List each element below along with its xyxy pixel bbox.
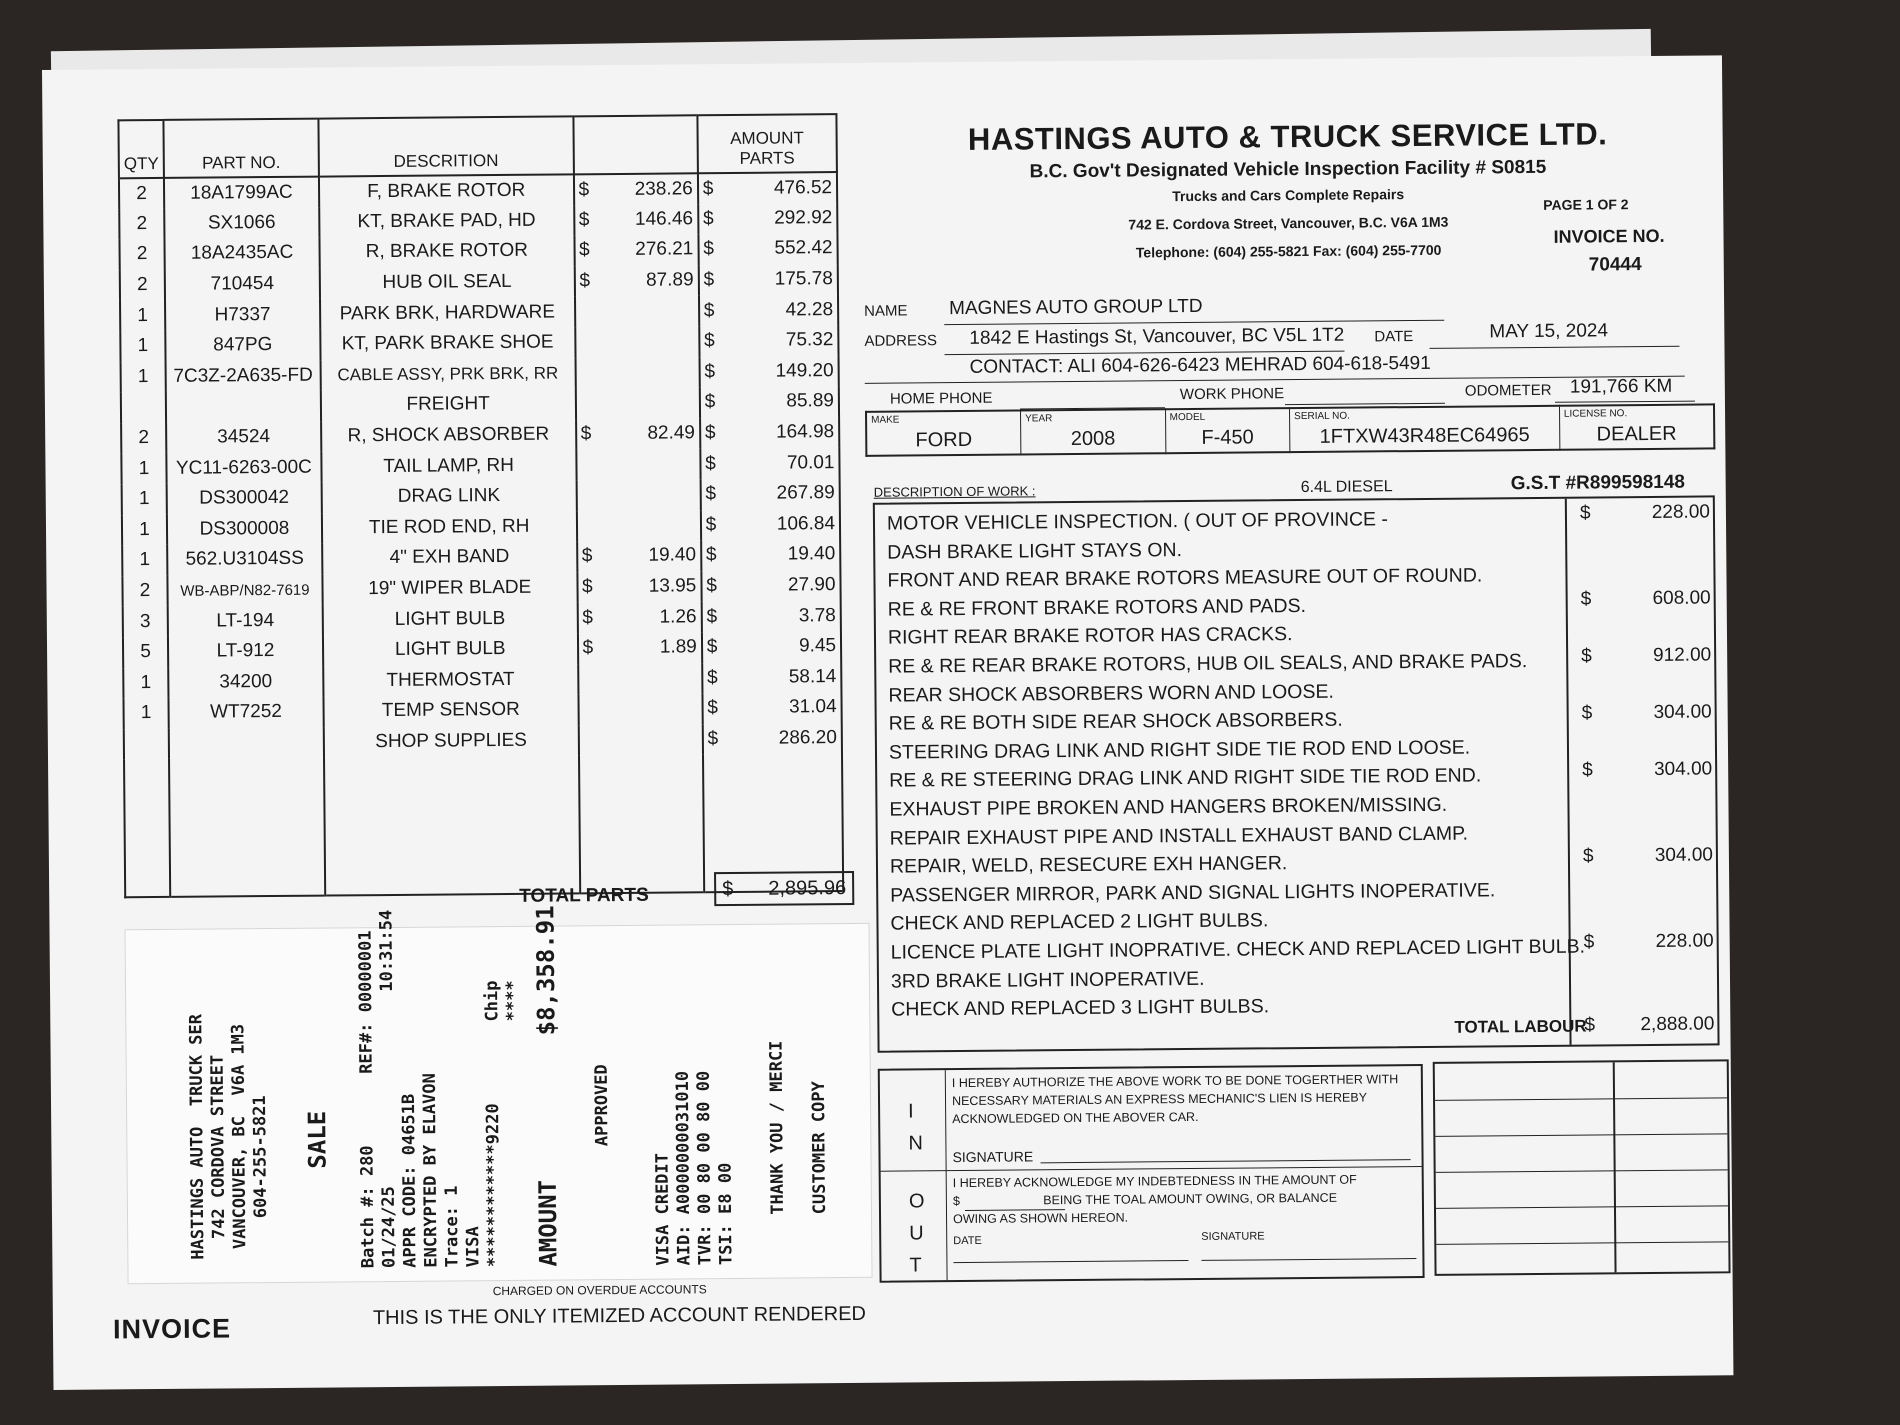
parts-amount-value: 106.84 bbox=[776, 512, 836, 535]
parts-unit-price-value: 13.95 bbox=[648, 575, 697, 597]
parts-amount-value: 292.92 bbox=[774, 206, 833, 229]
vehicle-model: F-450 bbox=[1201, 426, 1254, 449]
vehicle-make-cell bbox=[866, 410, 1021, 455]
parts-part-number: LT-912 bbox=[168, 635, 323, 667]
parts-description: 19" WIPER BLADE bbox=[322, 572, 577, 605]
parts-unit-price-value: 19.40 bbox=[648, 544, 697, 567]
work-phone-line bbox=[1285, 403, 1445, 405]
grid-line-2 bbox=[1435, 1133, 1727, 1137]
signature2-label: SIGNATURE bbox=[1201, 1230, 1265, 1243]
parts-part-number: 18A2435AC bbox=[164, 238, 319, 270]
parts-description: THERMOSTAT bbox=[323, 664, 578, 697]
parts-unit-price bbox=[578, 724, 702, 756]
receipt-transaction: Batch #: 280 REF#: 00000001 01/24/25 10:31:54 APPR CODE: 04651B ENCRYPTED BY ELAVON Trace: 1 VISA ************9220 Chip **** bbox=[355, 909, 526, 1269]
parts-unit-price-value: 87.89 bbox=[645, 269, 694, 291]
parts-description: CABLE ASSY, PRK BRK, RR bbox=[320, 358, 575, 391]
parts-unit-price bbox=[573, 173, 697, 205]
parts-part-number: 562.U3104SS bbox=[167, 544, 322, 576]
total-labour-amount bbox=[1584, 1013, 1714, 1036]
parts-amount bbox=[699, 325, 839, 357]
parts-part-number: WB-ABP/N82-7619 bbox=[167, 574, 322, 606]
parts-amount bbox=[702, 692, 842, 724]
labour-price bbox=[1582, 759, 1712, 782]
parts-qty: 1 bbox=[122, 484, 167, 515]
parts-description: KT, BRAKE PAD, HD bbox=[319, 205, 574, 238]
odometer-label: ODOMETER bbox=[1464, 381, 1552, 400]
parts-description: R, BRAKE ROTOR bbox=[319, 236, 574, 269]
parts-description: PARK BRK, HARDWARE bbox=[320, 297, 575, 330]
signature-label: SIGNATURE bbox=[952, 1148, 1034, 1166]
parts-amount-value: 175.78 bbox=[774, 268, 833, 290]
payment-receipt bbox=[125, 905, 873, 1284]
parts-description: TAIL LAMP, RH bbox=[321, 450, 576, 483]
parts-unit-price bbox=[578, 693, 702, 725]
parts-description: LIGHT BULB bbox=[323, 633, 578, 666]
receipt-thank-you: THANK YOU / MERCI CUSTOMER COPY bbox=[766, 1040, 831, 1215]
labour-price-value: 304.00 bbox=[1653, 758, 1713, 781]
labour-price-value: 228.00 bbox=[1651, 501, 1711, 523]
work-line: CHECK AND REPLACED 2 LIGHT BULBS. bbox=[890, 909, 1269, 936]
vehicle-year-cell bbox=[1021, 409, 1166, 454]
labour-price bbox=[1584, 930, 1714, 953]
parts-amount-value: 149.20 bbox=[775, 359, 834, 382]
work-line: EXHAUST PIPE BROKEN AND HANGERS BROKEN/MISSING. bbox=[889, 793, 1448, 821]
address-label: ADDRESS bbox=[864, 332, 938, 350]
empty-cell bbox=[169, 758, 325, 897]
vehicle-license: DEALER bbox=[1596, 422, 1677, 446]
currency-sign: $ bbox=[579, 270, 591, 292]
odometer-line bbox=[1555, 401, 1695, 403]
currency-sign: $ bbox=[581, 545, 593, 567]
parts-qty: 1 bbox=[122, 514, 167, 545]
header-description: DESCRITION bbox=[318, 116, 573, 176]
labour-price-value: 304.00 bbox=[1653, 701, 1712, 724]
inspection-facility: B.C. Gov't Designated Vehicle Inspection Facility # S0815 bbox=[1029, 156, 1547, 183]
parts-qty: 2 bbox=[119, 209, 164, 240]
parts-amount bbox=[700, 447, 840, 479]
parts-part-number: 34524 bbox=[166, 421, 321, 453]
total-parts-value: 2,895.96 bbox=[768, 877, 847, 900]
parts-qty: 1 bbox=[122, 545, 167, 576]
labour-price bbox=[1580, 501, 1710, 524]
total-parts-box bbox=[714, 871, 854, 906]
work-line: RE & RE REAR BRAKE ROTORS, HUB OIL SEALS, AND BRAKE PADS. bbox=[888, 650, 1528, 678]
receipt-merchant: HASTINGS AUTO TRUCK SER 742 CORDOVA STREET VANCOUVER, BC V6A 1M3 604-255-5821 bbox=[186, 1013, 272, 1260]
receipt-sale: SALE bbox=[303, 1110, 332, 1169]
company-tagline: Trucks and Cars Complete Repairs bbox=[1172, 186, 1405, 205]
date-field-line bbox=[953, 1260, 1188, 1263]
parts-description: 4" EXH BAND bbox=[322, 541, 577, 574]
receipt-amount: AMOUNT $8,358.91 bbox=[531, 905, 563, 1267]
in-letter-n: N bbox=[908, 1132, 923, 1155]
currency-sign: $ bbox=[1581, 702, 1593, 724]
parts-qty: 2 bbox=[120, 270, 165, 301]
invoice-footer-title: INVOICE bbox=[112, 1313, 232, 1345]
parts-amount-value: 3.78 bbox=[798, 604, 836, 627]
labour-price-value: 304.00 bbox=[1654, 844, 1714, 867]
vehicle-info-table bbox=[865, 403, 1715, 456]
parts-qty bbox=[124, 729, 169, 760]
parts-qty: 1 bbox=[120, 300, 165, 331]
in-letter-i: I bbox=[908, 1100, 914, 1123]
work-line: RE & RE BOTH SIDE REAR SHOCK ABSORBERS. bbox=[888, 708, 1343, 735]
labour-price bbox=[1581, 587, 1711, 610]
parts-qty: 2 bbox=[119, 178, 164, 209]
customer-address: 1842 E Hastings St, Vancouver, BC V5L 1T2 bbox=[969, 324, 1345, 349]
currency-sign: $ bbox=[704, 391, 716, 413]
parts-unit-price-value: 1.26 bbox=[659, 605, 697, 628]
parts-part-number bbox=[169, 727, 324, 759]
parts-amount bbox=[700, 417, 840, 449]
parts-unit-price bbox=[575, 326, 699, 358]
invoice-sheet bbox=[42, 55, 1733, 1390]
total-labour-currency: $ bbox=[1584, 1014, 1596, 1036]
acknowledgement-text: I HEREBY ACKNOWLEDGE MY INDEBTEDNESS IN THE AMOUNT OF $ BEING THE TOAL AMOUNT OWING, OR BALANCE OWING AS SHOWN HEREON. bbox=[952, 1172, 1357, 1227]
out-letter-u: U bbox=[909, 1222, 924, 1245]
parts-qty: 1 bbox=[121, 453, 166, 484]
vehicle-make: FORD bbox=[915, 428, 973, 452]
parts-amount bbox=[702, 723, 842, 755]
parts-qty: 3 bbox=[123, 606, 168, 637]
page-number: PAGE 1 OF 2 bbox=[1543, 196, 1629, 213]
parts-part-number: DS300042 bbox=[167, 483, 322, 515]
in-out-column bbox=[880, 1070, 948, 1281]
header-amount: AMOUNT PARTS bbox=[697, 114, 837, 173]
currency-sign: $ bbox=[702, 208, 714, 230]
grid-line-1 bbox=[1435, 1097, 1727, 1101]
work-line: REPAIR EXHAUST PIPE AND INSTALL EXHAUST BAND CLAMP. bbox=[889, 822, 1469, 850]
header-qty: QTY bbox=[118, 120, 163, 178]
parts-unit-price bbox=[576, 418, 700, 450]
work-line: DASH BRAKE LIGHT STAYS ON. bbox=[887, 538, 1183, 564]
parts-amount-value: 70.01 bbox=[786, 451, 835, 474]
work-description-heading: DESCRIPTION OF WORK : bbox=[873, 483, 1036, 500]
currency-sign: $ bbox=[579, 239, 590, 261]
signature2-line bbox=[1201, 1258, 1416, 1261]
parts-description: SHOP SUPPLIES bbox=[324, 725, 579, 758]
currency-sign: $ bbox=[1582, 759, 1593, 781]
parts-description: LIGHT BULB bbox=[323, 603, 578, 636]
receipt-card-details: VISA CREDIT AID: A0000000031010 TVR: 00 80 00 80 00 TSI: E8 00 bbox=[652, 1070, 737, 1266]
parts-unit-price bbox=[575, 296, 699, 328]
currency-sign: $ bbox=[705, 544, 717, 566]
parts-amount-value: 27.90 bbox=[787, 574, 836, 596]
currency-sign: $ bbox=[706, 605, 718, 627]
empty-cell bbox=[579, 755, 704, 894]
parts-unit-price-value: 276.21 bbox=[635, 238, 694, 261]
parts-amount-value: 476.52 bbox=[773, 176, 833, 199]
parts-part-number: WT7252 bbox=[168, 697, 323, 729]
parts-amount-value: 267.89 bbox=[776, 482, 835, 504]
currency-sign: $ bbox=[1580, 588, 1592, 610]
parts-amount bbox=[702, 631, 842, 663]
total-labour-value: 2,888.00 bbox=[1640, 1013, 1715, 1036]
work-line: RIGHT REAR BRAKE ROTOR HAS CRACKS. bbox=[887, 623, 1293, 650]
work-line: RE & RE FRONT BRAKE ROTORS AND PADS. bbox=[887, 594, 1307, 621]
parts-description: R, SHOCK ABSORBER bbox=[321, 419, 576, 452]
currency-sign: $ bbox=[702, 177, 714, 200]
work-line: RE & RE STEERING DRAG LINK AND RIGHT SIDE TIE ROD END. bbox=[889, 764, 1482, 793]
parts-amount bbox=[702, 662, 842, 694]
parts-amount-value: 85.89 bbox=[786, 390, 835, 412]
parts-unit-price bbox=[575, 387, 699, 419]
serial-label: SERIAL NO. bbox=[1294, 410, 1350, 423]
date-line bbox=[1429, 346, 1679, 349]
invoice-date: MAY 15, 2024 bbox=[1489, 320, 1609, 343]
parts-amount-value: 31.04 bbox=[788, 696, 837, 718]
parts-amount-value: 75.32 bbox=[785, 329, 834, 351]
parts-unit-price bbox=[577, 602, 701, 634]
currency-sign: $ bbox=[578, 209, 590, 231]
parts-qty: 2 bbox=[121, 423, 166, 454]
parts-table-header bbox=[118, 114, 836, 178]
parts-amount-value: 286.20 bbox=[778, 727, 837, 749]
labour-price-value: 228.00 bbox=[1655, 930, 1714, 952]
gst-number: G.S.T #R899598148 bbox=[1510, 471, 1686, 495]
parts-unit-price bbox=[574, 204, 698, 236]
parts-unit-price bbox=[577, 540, 701, 572]
license-label: LICENSE NO. bbox=[1563, 408, 1628, 420]
date-field-label: DATE bbox=[953, 1234, 982, 1248]
parts-qty: 2 bbox=[122, 576, 167, 607]
currency-sign: $ bbox=[582, 637, 594, 659]
parts-amount bbox=[701, 600, 841, 632]
parts-part-number: SX1066 bbox=[164, 207, 319, 239]
parts-unit-price bbox=[574, 234, 698, 266]
currency-sign: $ bbox=[705, 513, 717, 536]
currency-sign: $ bbox=[578, 179, 590, 201]
company-phone: Telephone: (604) 255-5821 Fax: (604) 255-7700 bbox=[1135, 241, 1442, 261]
parts-qty: 1 bbox=[120, 331, 165, 362]
parts-part-number: LT-194 bbox=[168, 605, 323, 637]
parts-amount-value: 164.98 bbox=[775, 421, 835, 443]
parts-description: HUB OIL SEAL bbox=[320, 266, 575, 299]
company-name: HASTINGS AUTO & TRUCK SERVICE LTD. bbox=[967, 116, 1608, 157]
currency-sign: $ bbox=[581, 576, 593, 598]
empty-cell bbox=[124, 759, 170, 897]
work-line: STEERING DRAG LINK AND RIGHT SIDE TIE ROD END LOOSE. bbox=[888, 736, 1471, 764]
parts-part-number: 34200 bbox=[168, 666, 323, 698]
currency-sign: $ bbox=[705, 452, 716, 474]
parts-amount bbox=[698, 203, 838, 235]
parts-unit-price-value: 1.89 bbox=[659, 636, 697, 658]
currency-sign: $ bbox=[1581, 645, 1592, 667]
work-line: REPAIR, WELD, RESECURE EXH HANGER. bbox=[889, 852, 1288, 878]
parts-part-number: 847PG bbox=[165, 330, 320, 362]
parts-part-number: 710454 bbox=[165, 268, 320, 300]
currency-sign: $ bbox=[703, 299, 715, 321]
invoice-number: 70444 bbox=[1588, 254, 1642, 276]
currency-sign: $ bbox=[1582, 845, 1594, 867]
parts-unit-price-value: 146.46 bbox=[634, 208, 694, 230]
vehicle-model-cell bbox=[1165, 408, 1290, 453]
parts-qty: 2 bbox=[119, 239, 164, 270]
parts-description: FREIGHT bbox=[321, 389, 576, 422]
home-phone-label: HOME PHONE bbox=[889, 389, 993, 408]
labour-price bbox=[1583, 845, 1713, 868]
customer-name: MAGNES AUTO GROUP LTD bbox=[949, 295, 1203, 320]
header-unit-price bbox=[573, 115, 698, 174]
work-line: REAR SHOCK ABSORBERS WORN AND LOOSE. bbox=[888, 680, 1334, 707]
parts-unit-price-value: 82.49 bbox=[647, 422, 696, 444]
total-labour-label: TOTAL LABOUR bbox=[1454, 1016, 1587, 1037]
currency-sign: $ bbox=[705, 483, 717, 505]
engine-type: 6.4L DIESEL bbox=[1300, 478, 1393, 497]
parts-unit-price bbox=[576, 449, 700, 481]
parts-qty: 1 bbox=[123, 698, 168, 729]
currency-sign: $ bbox=[703, 269, 715, 291]
parts-amount-value: 9.45 bbox=[798, 635, 837, 657]
parts-amount-value: 552.42 bbox=[774, 237, 833, 260]
grid-line-4 bbox=[1436, 1205, 1728, 1209]
parts-part-number: DS300008 bbox=[167, 513, 322, 545]
authorization-box bbox=[878, 1064, 1425, 1283]
currency-sign: $ bbox=[704, 360, 716, 383]
parts-description: F, BRAKE ROTOR bbox=[319, 174, 574, 207]
parts-description: TIE ROD END, RH bbox=[322, 511, 577, 544]
parts-qty: 5 bbox=[123, 637, 168, 668]
grid-vertical-line bbox=[1613, 1062, 1616, 1272]
blank-grid bbox=[1433, 1059, 1731, 1276]
work-line: MOTOR VEHICLE INSPECTION. ( OUT OF PROVINCE - bbox=[886, 508, 1388, 535]
model-label: MODEL bbox=[1169, 411, 1206, 424]
itemized-note: THIS IS THE ONLY ITEMIZED ACCOUNT RENDERED bbox=[372, 1302, 867, 1330]
out-letter-t: T bbox=[909, 1254, 922, 1277]
work-phone-label: WORK PHONE bbox=[1179, 385, 1285, 404]
currency-sign: $ bbox=[1583, 931, 1595, 953]
total-parts-currency: $ bbox=[722, 877, 734, 901]
parts-unit-price bbox=[577, 632, 701, 664]
labour-price-value: 608.00 bbox=[1652, 587, 1711, 609]
parts-unit-price bbox=[578, 663, 702, 695]
parts-qty: 1 bbox=[123, 667, 168, 698]
currency-sign: $ bbox=[582, 606, 593, 628]
vehicle-year: 2008 bbox=[1070, 427, 1116, 451]
parts-amount bbox=[698, 264, 838, 296]
parts-description: DRAG LINK bbox=[321, 480, 576, 513]
labour-price-divider bbox=[1565, 499, 1571, 1045]
parts-qty: 1 bbox=[121, 361, 166, 392]
authorization-text: I HEREBY AUTHORIZE THE ABOVE WORK TO BE DONE TOGERTHER WITH NECESSARY MATERIALS AN EXPRESS MECHANIC'S LIEN IS HEREBY ACKNOWLEDGED ON THE ABOVER CAR. bbox=[951, 1072, 1399, 1127]
work-line: 3RD BRAKE LIGHT INOPERATIVE. bbox=[890, 967, 1205, 993]
parts-amount bbox=[700, 478, 840, 510]
parts-table bbox=[117, 113, 847, 900]
currency-sign: $ bbox=[1579, 502, 1591, 524]
currency-sign: $ bbox=[704, 330, 715, 352]
parts-amount bbox=[700, 386, 840, 418]
overdue-note: CHARGED ON OVERDUE ACCOUNTS bbox=[492, 1282, 707, 1299]
make-label: MAKE bbox=[871, 414, 900, 426]
work-line: CHECK AND REPLACED 3 LIGHT BULBS. bbox=[891, 995, 1270, 1021]
parts-part-number: 7C3Z-2A635-FD bbox=[166, 360, 321, 392]
currency-sign: $ bbox=[707, 697, 719, 719]
currency-sign: $ bbox=[707, 728, 719, 750]
parts-amount bbox=[698, 172, 838, 204]
year-label: YEAR bbox=[1025, 413, 1053, 425]
parts-description: TEMP SENSOR bbox=[323, 694, 578, 727]
company-address: 742 E. Cordova Street, Vancouver, B.C. V6A 1M3 bbox=[1128, 213, 1449, 233]
currency-sign: $ bbox=[580, 423, 592, 445]
labour-price-value: 912.00 bbox=[1652, 644, 1712, 666]
currency-sign: $ bbox=[704, 422, 716, 444]
odometer-value: 191,766 KM bbox=[1569, 375, 1673, 398]
work-description-box bbox=[873, 495, 1720, 1052]
parts-amount bbox=[699, 294, 839, 326]
currency-sign: $ bbox=[706, 666, 718, 689]
labour-price bbox=[1582, 702, 1712, 725]
parts-unit-price bbox=[576, 479, 700, 511]
parts-amount bbox=[701, 509, 841, 541]
work-line: PASSENGER MIRROR, PARK AND SIGNAL LIGHTS INOPERATIVE. bbox=[890, 879, 1496, 907]
work-line: LICENCE PLATE LIGHT INOPRATIVE. CHECK AND REPLACED LIGHT BULB. bbox=[890, 935, 1586, 964]
parts-amount bbox=[701, 570, 841, 602]
name-label: NAME bbox=[864, 302, 908, 320]
vehicle-serial: 1FTXW43R48EC64965 bbox=[1319, 424, 1530, 448]
header-part-no: PART NO. bbox=[163, 119, 318, 178]
parts-amount-value: 19.40 bbox=[787, 543, 836, 565]
currency-sign: $ bbox=[706, 636, 718, 658]
currency-sign: $ bbox=[706, 575, 717, 597]
vehicle-serial-cell bbox=[1290, 406, 1560, 452]
name-line bbox=[944, 320, 1444, 325]
vehicle-license-cell bbox=[1559, 404, 1714, 449]
parts-part-number: 18A1799AC bbox=[164, 177, 319, 209]
invoice-number-label: INVOICE NO. bbox=[1553, 225, 1665, 247]
parts-unit-price bbox=[576, 510, 700, 542]
parts-unit-price-value: 238.26 bbox=[634, 178, 693, 200]
parts-amount bbox=[701, 539, 841, 571]
parts-qty bbox=[121, 392, 166, 423]
receipt-approved: APPROVED bbox=[591, 1064, 613, 1147]
parts-amount bbox=[698, 233, 838, 265]
labour-price bbox=[1581, 644, 1711, 667]
empty-cell bbox=[324, 756, 580, 896]
parts-unit-price bbox=[575, 357, 699, 389]
parts-part-number: YC11-6263-00C bbox=[166, 452, 321, 484]
parts-unit-price bbox=[577, 571, 701, 603]
parts-part-number bbox=[166, 391, 321, 423]
out-letter-o: O bbox=[908, 1190, 925, 1213]
parts-amount bbox=[699, 356, 839, 388]
parts-unit-price bbox=[574, 265, 698, 297]
currency-sign: $ bbox=[703, 238, 715, 260]
date-label: DATE bbox=[1374, 328, 1414, 346]
parts-amount-value: 42.28 bbox=[785, 298, 834, 321]
parts-part-number: H7337 bbox=[165, 299, 320, 331]
customer-contact: CONTACT: ALI 604-626-6423 MEHRAD 604-618-5491 bbox=[969, 352, 1431, 378]
total-parts-label: TOTAL PARTS bbox=[519, 884, 649, 907]
parts-description: KT, PARK BRAKE SHOE bbox=[320, 327, 575, 360]
work-line: FRONT AND REAR BRAKE ROTORS MEASURE OUT OF ROUND. bbox=[887, 564, 1483, 592]
grid-line-5 bbox=[1436, 1241, 1728, 1245]
grid-line-3 bbox=[1436, 1169, 1728, 1173]
signature-line bbox=[1041, 1159, 1411, 1163]
parts-amount-value: 58.14 bbox=[788, 665, 837, 688]
